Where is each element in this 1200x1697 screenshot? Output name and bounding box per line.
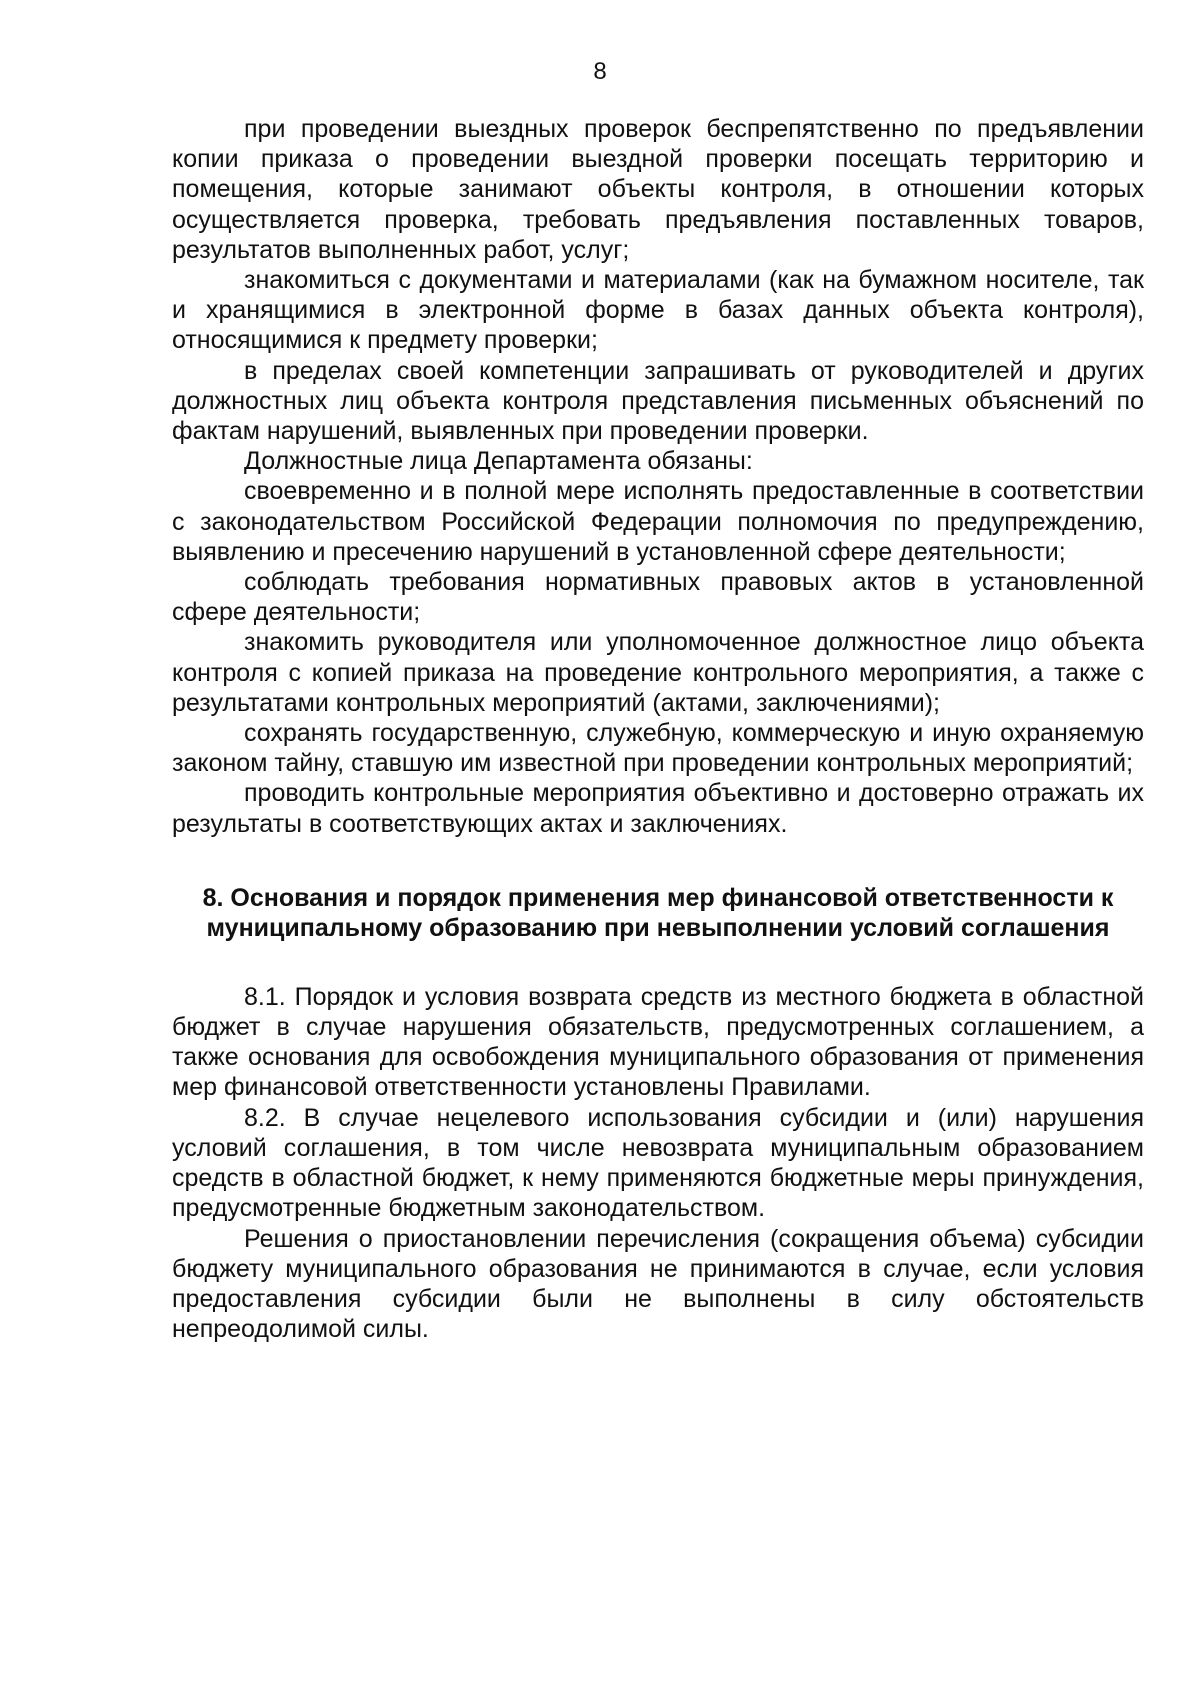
paragraph-8-2: 8.2. В случае нецелевого использования субсидии и (или) нарушения условий соглашения, в том числе невозврата муниципальным образованием средств в областной бюджет, к нему применяются бюджетные меры принуждения, предусмотренные бюджетным законодательством. xyxy=(172,1103,1144,1223)
paragraph-comply-acts: соблюдать требования нормативных правовых актов в установленной сфере деятельности; xyxy=(172,568,1144,627)
paragraph-duties-intro: Должностные лица Департамента обязаны: xyxy=(244,447,753,476)
paragraph-acquaint-manager: знакомить руководителя или уполномоченное должностное лицо объекта контроля с копией приказа на проведение контрольного мероприятия, а также с результатами контрольных мероприятий (актами, заключениями); xyxy=(172,628,1144,717)
document-body xyxy=(172,114,1144,1344)
paragraph-request-explanations: в пределах своей компетенции запрашивать от руководителей и других должностных лиц объекта контроля представления письменных объяснений по фактам нарушений, выявленных при проведении проверки. xyxy=(172,356,1144,446)
paragraph-objective-results: проводить контрольные мероприятия объективно и достоверно отражать их результаты в соответствующих актах и заключениях. xyxy=(172,779,1144,838)
paragraph-8-1: 8.1. Порядок и условия возврата средств из местного бюджета в областной бюджет в случае нарушения обязательств, предусмотренных соглашением, а также основания для освобождения муниципального образования от применения мер финансовой ответственности установлены Правилами. xyxy=(172,982,1144,1102)
paragraph-exercise-powers: своевременно и в полной мере исполнять предоставленные в соответствии с законодательством Российской Федерации полномочия по предупреждению, выявлению и пресечению нарушений в установленной сфере деятельности; xyxy=(172,477,1144,566)
paragraph-inspection-access: при проведении выездных проверок беспрепятственно по предъявлении копии приказа о проведении выездной проверки посещать территорию и помещения, которые занимают объекты контроля, в отношении которых осуществляется проверка, требовать предъявления поставленных товаров, результатов выполненных работ, услуг; xyxy=(172,115,1144,264)
paragraph-keep-secrets: сохранять государственную, служебную, коммерческую и иную охраняемую законом тайну, ставшую им известной при проведении контрольных мероприятий; xyxy=(172,719,1144,778)
section-8-heading: 8. Основания и порядок применения мер финансовой ответственности к муниципальному образованию при невыполнении условий соглашения xyxy=(202,883,1114,943)
paragraph-review-documents: знакомиться с документами и материалами (как на бумажном носителе, так и хранящимися в электронной форме в базах данных объекта контроля), относящимися к предмету проверки; xyxy=(172,266,1144,355)
page-number: 8 xyxy=(593,58,607,85)
paragraph-force-majeure: Решения о приостановлении перечисления (сокращения объема) субсидии бюджету муниципального образования не принимаются в случае, если условия предоставления субсидии были не выполнены в силу обстоятельств непреодолимой силы. xyxy=(172,1224,1144,1344)
